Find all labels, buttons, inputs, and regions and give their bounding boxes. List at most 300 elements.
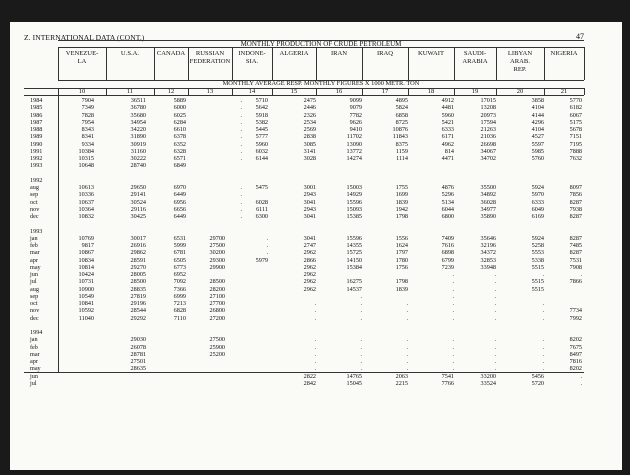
table-cell: 6333 (441, 126, 454, 133)
table-cell: 7782 (349, 111, 362, 119)
table-cell: 6999 (173, 292, 186, 300)
table-cell: 34702 (480, 155, 496, 162)
table-cell: 6067 (569, 111, 582, 119)
row-label: oct (30, 198, 38, 206)
table-cell: 5924 (531, 184, 544, 191)
table-cell: 10592 (78, 307, 94, 315)
table-cell: 34372 (480, 249, 496, 257)
table-cell: . (360, 300, 362, 307)
table-cell: 7938 (569, 205, 582, 213)
table-cell: 7992 (569, 314, 582, 322)
table-cell: 7092 (173, 278, 186, 286)
table-cell: . (452, 350, 454, 358)
table-cell: . (240, 97, 242, 104)
table-cell: 6028 (255, 198, 268, 206)
table-cell: 3041 (303, 198, 316, 206)
column-header: KUWAIT (417, 50, 444, 57)
table-cell: 6144 (255, 155, 268, 162)
table-cell: . (494, 314, 496, 322)
table-cell: . (240, 198, 242, 206)
table-cell: 8097 (569, 184, 582, 191)
table-cell: 4144 (531, 111, 544, 119)
table-cell: 29700 (209, 234, 225, 242)
row-label: sep (30, 191, 39, 199)
table-cell: . (494, 278, 496, 286)
table-cell: 2822 (303, 372, 316, 380)
colnum-bottom-rule (24, 95, 584, 96)
row-label: 1988 (30, 126, 43, 133)
table-cell: 7195 (569, 140, 582, 148)
column-number: 18 (427, 88, 435, 95)
table-cell: 9334 (81, 140, 94, 148)
table-cell: 7409 (441, 234, 454, 242)
table-cell: 6378 (173, 133, 186, 141)
table-cell: . (360, 358, 362, 365)
table-cell: 4962 (441, 140, 454, 148)
table-cell: 8287 (569, 213, 582, 220)
table-cell: . (580, 372, 582, 380)
table-cell: 34977 (480, 205, 496, 213)
table-cell: 34892 (480, 191, 496, 199)
table-cell: 36780 (130, 104, 146, 112)
table-cell: 814 (444, 147, 454, 155)
table-cell: 2215 (395, 379, 408, 387)
page-number: 47 (576, 32, 584, 41)
table-cell: 3028 (303, 155, 316, 162)
table-cell: 5445 (255, 126, 268, 133)
table-cell: 13090 (346, 140, 362, 148)
table-cell: 5824 (395, 104, 408, 112)
table-cell: 14355 (346, 242, 362, 249)
table-cell: 5456 (531, 372, 544, 380)
table-cell: . (240, 111, 242, 119)
table-cell: 4876 (441, 184, 454, 191)
table-cell: 15045 (346, 379, 362, 387)
table-cell: 6025 (173, 111, 186, 119)
table-cell: 1798 (395, 278, 408, 286)
table-cell: 1839 (395, 285, 408, 293)
table-cell: 5553 (531, 249, 544, 257)
table-cell: 4296 (531, 118, 544, 126)
table-cell: 4481 (441, 104, 454, 112)
table-cell: 2838 (303, 133, 316, 141)
table-cell: 6032 (255, 147, 268, 155)
table-cell: 2063 (395, 372, 408, 380)
table-cell: . (266, 249, 268, 257)
table-cell: 6352 (173, 140, 186, 148)
table-cell: 30919 (130, 140, 146, 148)
table-cell: 5960 (441, 111, 454, 119)
table-cell: 10424 (78, 271, 94, 278)
table-cell: 6799 (441, 256, 454, 264)
table-cell: . (542, 314, 544, 322)
table-cell: 6049 (531, 205, 544, 213)
table-cell: . (360, 365, 362, 373)
table-cell: 8287 (569, 234, 582, 242)
row-label: 1991 (30, 147, 43, 155)
table-cell: 30017 (130, 234, 146, 242)
table-cell: 8725 (395, 118, 408, 126)
column-number: 20 (516, 88, 524, 95)
table-cell: 7866 (569, 278, 582, 286)
table-cell: 8375 (395, 140, 408, 148)
row-label: 1993 (30, 227, 43, 235)
table-cell: 15093 (346, 205, 362, 213)
table-cell: 9410 (349, 126, 362, 133)
row-label: aug (30, 184, 39, 191)
table-cell: 30524 (130, 198, 146, 206)
table-cell: 2962 (303, 271, 316, 278)
table-cell: . (406, 307, 408, 315)
table-cell: 13208 (480, 104, 496, 112)
table-cell: 10336 (78, 191, 94, 199)
table-cell: . (314, 314, 316, 322)
table-cell: . (542, 365, 544, 373)
table-cell: 5515 (531, 263, 544, 271)
table-cell: 6531 (173, 234, 186, 242)
table-cell: . (240, 140, 242, 148)
table-cell: . (542, 307, 544, 315)
table-cell: 29650 (130, 184, 146, 191)
row-label: jun (30, 271, 38, 278)
table-cell: . (452, 285, 454, 293)
table-cell: . (314, 307, 316, 315)
table-cell: . (406, 314, 408, 322)
table-cell: 6328 (173, 147, 186, 155)
column-header: CANADA (156, 50, 186, 57)
table-cell: . (452, 307, 454, 315)
table-cell: 7908 (569, 263, 582, 271)
table-cell: 6000 (173, 104, 186, 112)
column-number: 12 (167, 88, 175, 95)
table-cell: 5134 (441, 198, 454, 206)
table-cell: 5960 (255, 140, 268, 148)
table-cell: . (542, 343, 544, 351)
table-cell: 1755 (395, 184, 408, 191)
table-cell: 6610 (173, 126, 186, 133)
table-cell: 7531 (569, 256, 582, 264)
table-cell: 28835 (130, 285, 146, 293)
table-cell: 4912 (441, 97, 454, 104)
table-cell: 6800 (441, 213, 454, 220)
table-cell: 5720 (531, 379, 544, 387)
table-cell: . (580, 271, 582, 278)
table-cell: 8287 (569, 198, 582, 206)
table-cell: 14150 (346, 256, 362, 264)
table-cell: . (494, 365, 496, 373)
table-cell: . (580, 379, 582, 387)
table-cell: 17594 (480, 118, 496, 126)
row-label: 1992 (30, 155, 43, 162)
table-cell: 5999 (173, 242, 186, 249)
table-cell: 26698 (480, 140, 496, 148)
table-cell: 28740 (130, 162, 146, 170)
table-cell: 14537 (346, 285, 362, 293)
row-label: 1986 (30, 111, 43, 119)
table-cell: . (452, 343, 454, 351)
table-cell: . (240, 118, 242, 126)
table-cell: 10613 (78, 184, 94, 191)
table-cell: 7766 (441, 379, 454, 387)
table-cell: 27100 (209, 292, 225, 300)
table-cell: . (314, 343, 316, 351)
table-cell: 28200 (209, 285, 225, 293)
table-cell: 5296 (441, 191, 454, 199)
table-cell: 15003 (346, 184, 362, 191)
row-label: 1992 (30, 176, 43, 184)
table-cell: 32853 (480, 256, 496, 264)
table-cell: 5760 (531, 155, 544, 162)
section-header: Z. INTERNATIONAL DATA (CONT.) (24, 33, 145, 42)
table-cell: 10315 (78, 155, 94, 162)
table-cell: 6300 (255, 213, 268, 220)
column-number: 13 (206, 88, 214, 95)
table-cell: 15725 (346, 249, 362, 257)
row-label: feb (30, 343, 38, 351)
table-cell: 5642 (255, 104, 268, 112)
table-cell: . (266, 234, 268, 242)
row-label: mar (30, 249, 40, 257)
row-label: nov (30, 307, 40, 315)
table-cell: . (494, 343, 496, 351)
table-cell: 2747 (303, 242, 316, 249)
table-cell: 8341 (81, 133, 94, 141)
colnum-divider (584, 88, 585, 95)
table-cell: 31160 (130, 147, 146, 155)
table-cell: 9099 (349, 97, 362, 104)
table-cell: 5918 (255, 111, 268, 119)
table-cell: 26078 (130, 343, 146, 351)
table-cell: 2842 (303, 379, 316, 387)
column-header: INDONE- SIA. (238, 50, 266, 65)
table-cell: 20973 (480, 111, 496, 119)
column-header: ALGERIA (279, 50, 309, 57)
table-cell: 7828 (81, 111, 94, 119)
table-cell: . (360, 307, 362, 315)
table-cell: . (542, 358, 544, 365)
column-header: IRAQ (376, 50, 394, 57)
table-subtitle: MONTHLY AVERAGE RESP. MONTHLY FIGURES X 1000 METR. TON (222, 80, 420, 87)
table-cell: 2962 (303, 285, 316, 293)
table-cell: 29030 (130, 336, 146, 344)
column-header: NIGERIA (550, 50, 578, 57)
table-cell: 3001 (303, 184, 316, 191)
table-cell: 6169 (531, 213, 544, 220)
table-cell: 29292 (130, 314, 146, 322)
table-cell: 11843 (392, 133, 408, 141)
table-cell: 35646 (480, 234, 496, 242)
table-cell: 36511 (130, 97, 146, 104)
table-cell: . (314, 350, 316, 358)
table-cell: 28500 (130, 278, 146, 286)
table-cell: 4104 (531, 104, 544, 112)
table-cell: . (314, 300, 316, 307)
table-cell: 6952 (173, 271, 186, 278)
table-cell: 15596 (346, 198, 362, 206)
table-cell: 7816 (569, 358, 582, 365)
table-cell: 1159 (395, 147, 408, 155)
table-cell: 2534 (303, 118, 316, 126)
table-cell: 29196 (130, 300, 146, 307)
table-cell: 6956 (173, 198, 186, 206)
row-label: jun (30, 372, 38, 380)
table-cell: 7366 (173, 285, 186, 293)
table-cell: 6333 (531, 198, 544, 206)
table-cell: 8202 (569, 365, 582, 373)
table-cell: 6449 (173, 213, 186, 220)
table-cell: . (240, 205, 242, 213)
table-cell: 33200 (480, 372, 496, 380)
table-cell: 21263 (480, 126, 496, 133)
table-cell: 5515 (531, 278, 544, 286)
table-cell: 15384 (346, 263, 362, 271)
table-cell: 9626 (349, 118, 362, 126)
table-cell: 10384 (78, 147, 94, 155)
column-number: 19 (471, 88, 479, 95)
table-cell: 27700 (209, 300, 225, 307)
table-cell: 7675 (569, 343, 582, 351)
table-cell: 28544 (130, 307, 146, 315)
table-cell: . (360, 336, 362, 344)
row-label: jul (30, 278, 37, 286)
table-cell: 7632 (569, 155, 582, 162)
table-cell: . (452, 358, 454, 365)
table-cell: 6449 (173, 191, 186, 199)
table-cell: 33948 (480, 263, 496, 271)
table-cell: . (542, 336, 544, 344)
table-cell: 5678 (569, 126, 582, 133)
table-cell: 6970 (173, 184, 186, 191)
table-cell: 31890 (130, 133, 146, 141)
table-cell: 5475 (255, 184, 268, 191)
table-cell: 7349 (81, 104, 94, 112)
table-cell: 6773 (173, 263, 186, 271)
table-cell: 35680 (130, 111, 146, 119)
row-label: jan (30, 336, 38, 344)
table-cell: . (406, 343, 408, 351)
column-number: 17 (381, 88, 389, 95)
table-cell: . (314, 336, 316, 344)
table-cell: . (452, 336, 454, 344)
table-cell: 6171 (441, 133, 454, 141)
row-label: oct (30, 300, 38, 307)
table-cell: . (240, 155, 242, 162)
table-cell: 5597 (531, 140, 544, 148)
table-cell: 6781 (173, 249, 186, 257)
table-cell: . (494, 336, 496, 344)
row-label: may (30, 263, 41, 271)
column-number: 21 (560, 88, 568, 95)
table-cell: 35500 (480, 184, 496, 191)
table-cell: 2446 (303, 104, 316, 112)
table-cell: 28500 (209, 278, 225, 286)
table-cell: 7734 (569, 307, 582, 315)
table-cell: 15385 (346, 213, 362, 220)
table-title: MONTHLY PRODUCTION OF CRUDE PETROLEUM (240, 40, 402, 48)
table-cell: 10549 (78, 292, 94, 300)
table-cell: 30222 (130, 155, 146, 162)
table-cell: 28591 (130, 256, 146, 264)
table-cell: 10364 (78, 205, 94, 213)
table-cell: 9079 (349, 104, 362, 112)
table-cell: . (240, 133, 242, 141)
table-cell: 10832 (78, 213, 94, 220)
table-cell: 5777 (255, 133, 268, 141)
table-cell: 2962 (303, 263, 316, 271)
row-label: dec (30, 314, 39, 322)
table-cell: 1942 (395, 205, 408, 213)
table-cell: 29270 (130, 263, 146, 271)
table-cell: 6111 (256, 205, 268, 213)
table-cell: 1624 (395, 242, 408, 249)
table-cell: 7110 (173, 314, 186, 322)
column-header: U.S.A. (120, 50, 140, 57)
table-cell: 36028 (480, 198, 496, 206)
table-cell: 5924 (531, 234, 544, 242)
table-cell: . (494, 271, 496, 278)
row-label: 1985 (30, 104, 43, 112)
column-number: 15 (290, 88, 298, 95)
table-cell: 10834 (78, 256, 94, 264)
table-cell: . (360, 314, 362, 322)
table-cell: 4527 (531, 133, 544, 141)
table-cell: 2943 (303, 191, 316, 199)
table-cell: . (494, 285, 496, 293)
table-cell: 27500 (209, 242, 225, 249)
table-cell: 1780 (395, 256, 408, 264)
table-cell: 2475 (303, 97, 316, 104)
table-cell: 32196 (480, 242, 496, 249)
table-cell: 7151 (569, 133, 582, 141)
row-label: 1989 (30, 133, 43, 141)
table-cell: 27819 (130, 292, 146, 300)
table-cell: 6828 (173, 307, 186, 315)
table-cell: 7904 (81, 97, 94, 104)
table-cell: . (314, 358, 316, 365)
table-cell: 10731 (78, 278, 94, 286)
table-cell: 15596 (346, 234, 362, 242)
table-cell: 16275 (346, 278, 362, 286)
table-cell: 28005 (130, 271, 146, 278)
table-cell: 29116 (130, 205, 146, 213)
table-cell: . (494, 358, 496, 365)
table-cell: 11040 (78, 314, 94, 322)
table-cell: 35890 (480, 213, 496, 220)
table-cell: 7616 (441, 242, 454, 249)
table-cell: 34954 (130, 118, 146, 126)
table-cell: 7485 (569, 242, 582, 249)
table-cell: 4104 (531, 126, 544, 133)
table-cell: 13772 (346, 147, 362, 155)
table-cell: 9817 (81, 242, 94, 249)
row-label: 1993 (30, 162, 43, 170)
table-cell: 30425 (130, 213, 146, 220)
table-cell: 10769 (78, 234, 94, 242)
table-cell: . (452, 314, 454, 322)
table-cell: . (406, 350, 408, 358)
row-label: apr (30, 358, 38, 365)
table-cell: . (542, 300, 544, 307)
table-cell: . (452, 300, 454, 307)
table-cell: 2866 (303, 256, 316, 264)
table-cell: . (406, 365, 408, 373)
row-label: nov (30, 205, 40, 213)
table-cell: 14765 (346, 372, 362, 380)
table-cell: 28781 (130, 350, 146, 358)
table-cell: 7954 (81, 118, 94, 126)
column-number: 14 (248, 88, 256, 95)
table-cell: . (494, 307, 496, 315)
